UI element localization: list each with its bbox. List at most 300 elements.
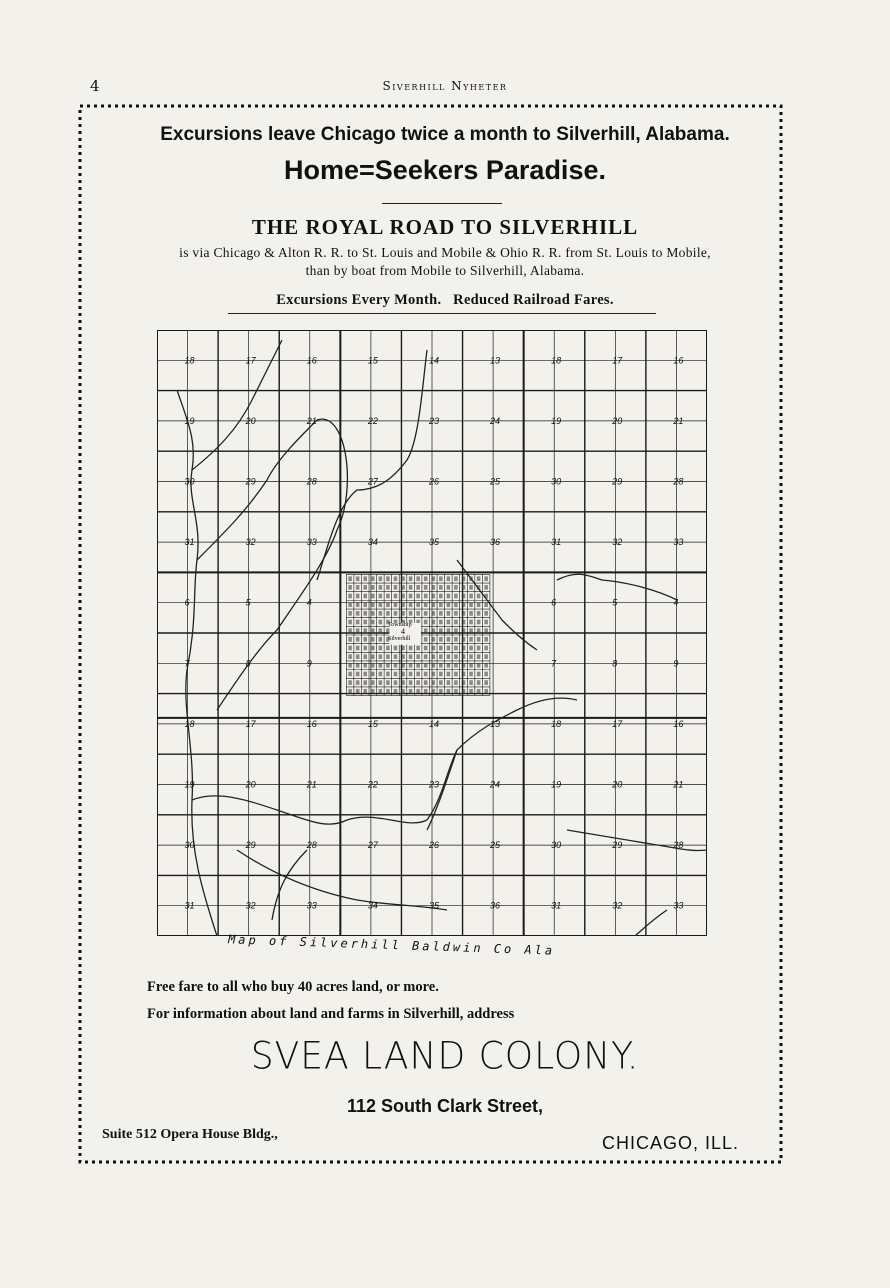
section-number: 29 bbox=[245, 840, 256, 851]
plat-lot bbox=[447, 680, 451, 685]
plat-lot bbox=[401, 680, 405, 685]
plat-lot bbox=[379, 689, 383, 694]
plat-lot bbox=[409, 663, 413, 668]
plat-lot bbox=[447, 611, 451, 616]
plat-lot bbox=[401, 663, 405, 668]
city-name: CHICAGO, ILL. bbox=[602, 1133, 740, 1153]
plat-lot bbox=[379, 646, 383, 651]
section-number: 16 bbox=[306, 718, 317, 729]
plat-lot bbox=[371, 637, 375, 642]
plat-lot bbox=[447, 689, 451, 694]
map-caption: Map of Silverhill Baldwin Co Ala bbox=[227, 932, 556, 958]
plat-lot bbox=[462, 637, 466, 642]
section-number: 16 bbox=[673, 355, 684, 366]
section-number: 7 bbox=[184, 658, 190, 669]
plat-lot bbox=[363, 585, 367, 590]
plat-lot bbox=[356, 620, 360, 625]
section-number: 19 bbox=[551, 779, 562, 790]
plat-lot bbox=[379, 672, 383, 677]
plat-lot bbox=[469, 628, 473, 633]
section-number: 17 bbox=[612, 718, 623, 729]
plat-lot bbox=[439, 594, 443, 599]
plat-lot bbox=[431, 637, 435, 642]
plat-lot bbox=[401, 602, 405, 607]
plat-lot bbox=[409, 680, 413, 685]
plat-lot bbox=[386, 654, 390, 659]
plat-lot bbox=[454, 646, 458, 651]
section-number: 17 bbox=[245, 718, 256, 729]
plat-lot bbox=[386, 602, 390, 607]
plat-lot bbox=[394, 594, 398, 599]
section-number: 33 bbox=[673, 900, 684, 911]
plat-lot bbox=[379, 594, 383, 599]
plat-lot bbox=[484, 585, 488, 590]
plat-lot bbox=[454, 654, 458, 659]
section-number: 29 bbox=[612, 476, 623, 487]
plat-lot bbox=[439, 680, 443, 685]
section-number: 34 bbox=[367, 537, 378, 548]
section-number: 19 bbox=[184, 415, 195, 426]
plat-lot bbox=[416, 646, 420, 651]
plat-lot bbox=[394, 576, 398, 581]
plat-lot bbox=[371, 689, 375, 694]
section-number: 17 bbox=[245, 355, 256, 366]
section-number: 24 bbox=[490, 779, 501, 790]
plat-lot bbox=[431, 646, 435, 651]
plat-lot bbox=[394, 663, 398, 668]
section-number: 35 bbox=[428, 537, 439, 548]
divider bbox=[382, 203, 502, 204]
plat-lot bbox=[454, 585, 458, 590]
section-number: 30 bbox=[184, 476, 195, 487]
suite-address: Suite 512 Opera House Bldg., bbox=[102, 1127, 278, 1142]
section-number: 6 bbox=[551, 597, 557, 608]
plat-lot bbox=[401, 585, 405, 590]
plat-lot bbox=[379, 602, 383, 607]
plat-lot bbox=[386, 663, 390, 668]
plat-lot bbox=[477, 672, 481, 677]
plat-lot bbox=[462, 689, 466, 694]
section-number: 32 bbox=[245, 537, 256, 548]
royal-road-title: THE ROYAL ROAD TO SILVERHILL bbox=[251, 215, 639, 239]
section-number: 28 bbox=[673, 476, 684, 487]
excursions-line: Excursions leave Chicago twice a month to Silverhill, Alabama. bbox=[160, 124, 730, 145]
plat-lot bbox=[363, 611, 367, 616]
plat-lot bbox=[469, 654, 473, 659]
plat-lot bbox=[409, 672, 413, 677]
section-number: 18 bbox=[551, 718, 562, 729]
plat-lot bbox=[439, 611, 443, 616]
plat-lot bbox=[424, 611, 428, 616]
page-number: 4 bbox=[90, 77, 100, 95]
plat-lot bbox=[477, 680, 481, 685]
plat-lot bbox=[439, 585, 443, 590]
section-number: 20 bbox=[612, 415, 623, 426]
section-number: 16 bbox=[673, 718, 684, 729]
section-number: 22 bbox=[367, 415, 378, 426]
running-head: Siverhill Nyheter bbox=[382, 79, 508, 93]
information-text: For information about land and farms in Silverhill, address bbox=[147, 1006, 515, 1022]
plat-lot bbox=[409, 646, 413, 651]
plat-lot bbox=[371, 654, 375, 659]
section-number: 29 bbox=[245, 476, 256, 487]
section-number: 33 bbox=[306, 537, 317, 548]
plat-lot bbox=[363, 663, 367, 668]
plat-lot bbox=[409, 594, 413, 599]
plat-lot bbox=[477, 576, 481, 581]
plat-lot bbox=[431, 602, 435, 607]
section-number: 23 bbox=[428, 415, 439, 426]
plat-lot bbox=[447, 672, 451, 677]
section-number: 14 bbox=[428, 355, 439, 366]
plat-lot bbox=[386, 689, 390, 694]
plat-lot bbox=[394, 585, 398, 590]
plat-lot bbox=[431, 620, 435, 625]
plat-lot bbox=[401, 576, 405, 581]
plat-lot bbox=[348, 594, 352, 599]
plat-lot bbox=[363, 576, 367, 581]
plat-lot bbox=[424, 646, 428, 651]
silverhill-plat bbox=[346, 574, 490, 695]
plat-lot bbox=[379, 576, 383, 581]
plat-lot bbox=[469, 646, 473, 651]
plat-lot bbox=[454, 637, 458, 642]
plat-lot bbox=[454, 620, 458, 625]
plat-lot bbox=[424, 585, 428, 590]
section-number: 30 bbox=[551, 840, 562, 851]
plat-lot bbox=[348, 611, 352, 616]
plat-lot bbox=[477, 689, 481, 694]
plat-lot bbox=[371, 611, 375, 616]
section-number: 6 bbox=[184, 597, 190, 608]
section-number: 20 bbox=[612, 779, 623, 790]
plat-lot bbox=[356, 654, 360, 659]
plat-lot bbox=[348, 637, 352, 642]
plat-lot bbox=[379, 628, 383, 633]
section-number: 36 bbox=[490, 537, 501, 548]
plat-lot bbox=[477, 611, 481, 616]
plat-lot bbox=[424, 628, 428, 633]
section-number: 7 bbox=[551, 658, 557, 669]
plat-lot bbox=[424, 654, 428, 659]
plat-lot bbox=[356, 628, 360, 633]
plat-lot bbox=[454, 576, 458, 581]
section-number: 8 bbox=[612, 658, 618, 669]
plat-lot bbox=[394, 672, 398, 677]
plat-lot bbox=[363, 637, 367, 642]
plat-lot bbox=[371, 620, 375, 625]
plat-lot bbox=[356, 689, 360, 694]
plat-lot bbox=[394, 654, 398, 659]
center-number: 4 bbox=[401, 627, 405, 636]
plat-lot bbox=[401, 654, 405, 659]
section-number: 26 bbox=[428, 476, 439, 487]
section-number: 28 bbox=[673, 840, 684, 851]
section-number: 31 bbox=[184, 537, 195, 548]
monthly-text: Excursions Every Month. bbox=[276, 292, 442, 308]
plat-lot bbox=[356, 602, 360, 607]
section-number: 16 bbox=[306, 355, 317, 366]
plat-lot bbox=[348, 672, 352, 677]
plat-lot bbox=[356, 611, 360, 616]
plat-lot bbox=[348, 602, 352, 607]
plat-lot bbox=[439, 672, 443, 677]
plat-lot bbox=[379, 585, 383, 590]
section-number: 31 bbox=[184, 900, 195, 911]
plat-lot bbox=[469, 637, 473, 642]
plat-lot bbox=[386, 672, 390, 677]
plat-lot bbox=[363, 672, 367, 677]
plat-lot bbox=[371, 576, 375, 581]
plat-lot bbox=[469, 594, 473, 599]
plat-lot bbox=[386, 594, 390, 599]
section-number: 15 bbox=[367, 355, 378, 366]
plat-lot bbox=[371, 585, 375, 590]
plat-lot bbox=[469, 620, 473, 625]
plat-lot bbox=[424, 637, 428, 642]
plat-lot bbox=[416, 576, 420, 581]
plat-lot bbox=[431, 680, 435, 685]
plat-lot bbox=[409, 576, 413, 581]
section-number: 21 bbox=[306, 779, 317, 790]
plat-lot bbox=[348, 680, 352, 685]
plat-lot bbox=[363, 654, 367, 659]
plat-lot bbox=[469, 585, 473, 590]
plat-lot bbox=[439, 628, 443, 633]
plat-lot bbox=[363, 646, 367, 651]
section-number: 34 bbox=[367, 900, 378, 911]
plat-lot bbox=[394, 689, 398, 694]
plat-lot bbox=[394, 646, 398, 651]
section-number: 30 bbox=[184, 840, 195, 851]
plat-lot bbox=[424, 663, 428, 668]
plat-lot bbox=[439, 620, 443, 625]
plat-lot bbox=[424, 689, 428, 694]
plat-lot bbox=[469, 611, 473, 616]
plat-lot bbox=[424, 620, 428, 625]
plat-lot bbox=[447, 654, 451, 659]
plat-lot bbox=[424, 672, 428, 677]
section-number: 13 bbox=[490, 718, 501, 729]
plat-lot bbox=[447, 594, 451, 599]
section-number: 30 bbox=[551, 476, 562, 487]
section-number: 19 bbox=[551, 415, 562, 426]
plat-lot bbox=[348, 576, 352, 581]
plat-lot bbox=[363, 680, 367, 685]
plat-lot bbox=[447, 620, 451, 625]
free-fare-text: Free fare to all who buy 40 acres land, or more. bbox=[147, 979, 439, 995]
section-number: 20 bbox=[245, 415, 256, 426]
plat-lot bbox=[348, 654, 352, 659]
plat-lot bbox=[356, 646, 360, 651]
plat-lot bbox=[462, 654, 466, 659]
section-number: 31 bbox=[551, 900, 562, 911]
plat-lot bbox=[431, 611, 435, 616]
plat-lot bbox=[356, 594, 360, 599]
plat-lot bbox=[401, 646, 405, 651]
plat-lot bbox=[416, 594, 420, 599]
section-number: 28 bbox=[306, 476, 317, 487]
section-number: 33 bbox=[673, 537, 684, 548]
plat-lot bbox=[401, 594, 405, 599]
plat-lot bbox=[363, 628, 367, 633]
section-number: 19 bbox=[184, 779, 195, 790]
plat-lot bbox=[371, 594, 375, 599]
plat-lot bbox=[447, 576, 451, 581]
plat-lot bbox=[424, 576, 428, 581]
section-number: 9 bbox=[306, 658, 312, 669]
plat-lot bbox=[416, 663, 420, 668]
plat-lot bbox=[484, 602, 488, 607]
section-number: 31 bbox=[551, 537, 562, 548]
section-number: 27 bbox=[367, 840, 378, 851]
plat-lot bbox=[484, 680, 488, 685]
plat-lot bbox=[484, 672, 488, 677]
silverhill-label: Silverhill bbox=[388, 636, 411, 642]
plat-lot bbox=[431, 585, 435, 590]
plat-lot bbox=[348, 663, 352, 668]
plat-lot bbox=[469, 602, 473, 607]
plat-lot bbox=[462, 663, 466, 668]
plat-lot bbox=[439, 602, 443, 607]
section-number: 13 bbox=[490, 355, 501, 366]
section-number: 18 bbox=[184, 355, 195, 366]
plat-lot bbox=[371, 602, 375, 607]
plat-lot bbox=[379, 654, 383, 659]
plat-lot bbox=[477, 628, 481, 633]
plat-lot bbox=[447, 628, 451, 633]
section-number: 21 bbox=[306, 415, 317, 426]
plat-lot bbox=[379, 611, 383, 616]
plat-lot bbox=[462, 594, 466, 599]
plat-lot bbox=[416, 672, 420, 677]
plat-lot bbox=[371, 680, 375, 685]
plat-lot bbox=[462, 672, 466, 677]
plat-lot bbox=[477, 594, 481, 599]
plat-lot bbox=[401, 689, 405, 694]
plat-lot bbox=[356, 672, 360, 677]
plat-lot bbox=[477, 602, 481, 607]
headline: Home=Seekers Paradise. bbox=[284, 155, 606, 185]
plat-lot bbox=[409, 611, 413, 616]
plat-lot bbox=[386, 576, 390, 581]
plat-lot bbox=[484, 620, 488, 625]
section-number: 21 bbox=[673, 415, 684, 426]
plat-lot bbox=[386, 680, 390, 685]
plat-lot bbox=[386, 646, 390, 651]
plat-lot bbox=[439, 646, 443, 651]
plat-lot bbox=[469, 689, 473, 694]
plat-lot bbox=[439, 663, 443, 668]
plat-lot bbox=[462, 620, 466, 625]
plat-lot bbox=[431, 689, 435, 694]
plat-lot bbox=[363, 620, 367, 625]
plat-lot bbox=[431, 672, 435, 677]
plat-lot bbox=[484, 689, 488, 694]
plat-lot bbox=[484, 611, 488, 616]
section-number: 32 bbox=[245, 900, 256, 911]
plat-lot bbox=[416, 602, 420, 607]
section-number: 5 bbox=[245, 597, 251, 608]
plat-lot bbox=[447, 585, 451, 590]
section-number: 22 bbox=[367, 779, 378, 790]
plat-lot bbox=[484, 654, 488, 659]
section-number: 33 bbox=[306, 900, 317, 911]
plat-lot bbox=[462, 576, 466, 581]
route-line-1: is via Chicago & Alton R. R. to St. Louis and Mobile & Ohio R. R. from St. Louis to Mobile, bbox=[179, 245, 711, 260]
plat-lot bbox=[462, 602, 466, 607]
plat-lot bbox=[386, 628, 390, 633]
section-number: 17 bbox=[612, 355, 623, 366]
plat-lot bbox=[379, 663, 383, 668]
township-map bbox=[157, 330, 707, 936]
plat-lot bbox=[477, 637, 481, 642]
section-number: 20 bbox=[245, 779, 256, 790]
plat-lot bbox=[454, 663, 458, 668]
plat-lot bbox=[431, 576, 435, 581]
plat-lot bbox=[416, 680, 420, 685]
plat-lot bbox=[416, 689, 420, 694]
plat-lot bbox=[454, 628, 458, 633]
plat-lot bbox=[469, 672, 473, 677]
plat-lot bbox=[348, 628, 352, 633]
plat-lot bbox=[386, 585, 390, 590]
plat-lot bbox=[484, 663, 488, 668]
plat-lot bbox=[356, 637, 360, 642]
section-number: 25 bbox=[490, 476, 501, 487]
section-number: 36 bbox=[490, 900, 501, 911]
plat-lot bbox=[356, 680, 360, 685]
plat-lot bbox=[394, 680, 398, 685]
plat-lot bbox=[348, 585, 352, 590]
plat-lot bbox=[447, 637, 451, 642]
plat-lot bbox=[424, 594, 428, 599]
plat-lot bbox=[447, 602, 451, 607]
plat-lot bbox=[462, 628, 466, 633]
section-number: 21 bbox=[673, 779, 684, 790]
plat-lot bbox=[454, 594, 458, 599]
plat-lot bbox=[431, 663, 435, 668]
colony-name: SVEA LAND COLONY. bbox=[250, 1034, 640, 1079]
plat-lot bbox=[409, 585, 413, 590]
plat-lot bbox=[379, 637, 383, 642]
section-number: 24 bbox=[490, 415, 501, 426]
section-number: 5 bbox=[612, 597, 618, 608]
street-address: 112 South Clark Street, bbox=[346, 1096, 544, 1116]
plat-lot bbox=[439, 689, 443, 694]
section-number: 32 bbox=[612, 900, 623, 911]
plat-lot bbox=[356, 576, 360, 581]
plat-lot bbox=[454, 680, 458, 685]
plat-lot bbox=[469, 663, 473, 668]
plat-lot bbox=[439, 654, 443, 659]
plat-lot bbox=[394, 602, 398, 607]
section-number: 15 bbox=[367, 718, 378, 729]
route-text bbox=[100, 244, 790, 280]
plat-lot bbox=[356, 585, 360, 590]
section-number: 14 bbox=[428, 718, 439, 729]
section-number: 35 bbox=[428, 900, 439, 911]
plat-lot bbox=[439, 637, 443, 642]
plat-lot bbox=[439, 576, 443, 581]
section-number: 29 bbox=[612, 840, 623, 851]
plat-lot bbox=[447, 646, 451, 651]
plat-lot bbox=[409, 689, 413, 694]
plat-lot bbox=[348, 689, 352, 694]
underline-rule bbox=[228, 313, 656, 314]
plat-lot bbox=[371, 628, 375, 633]
section-number: 8 bbox=[245, 658, 251, 669]
